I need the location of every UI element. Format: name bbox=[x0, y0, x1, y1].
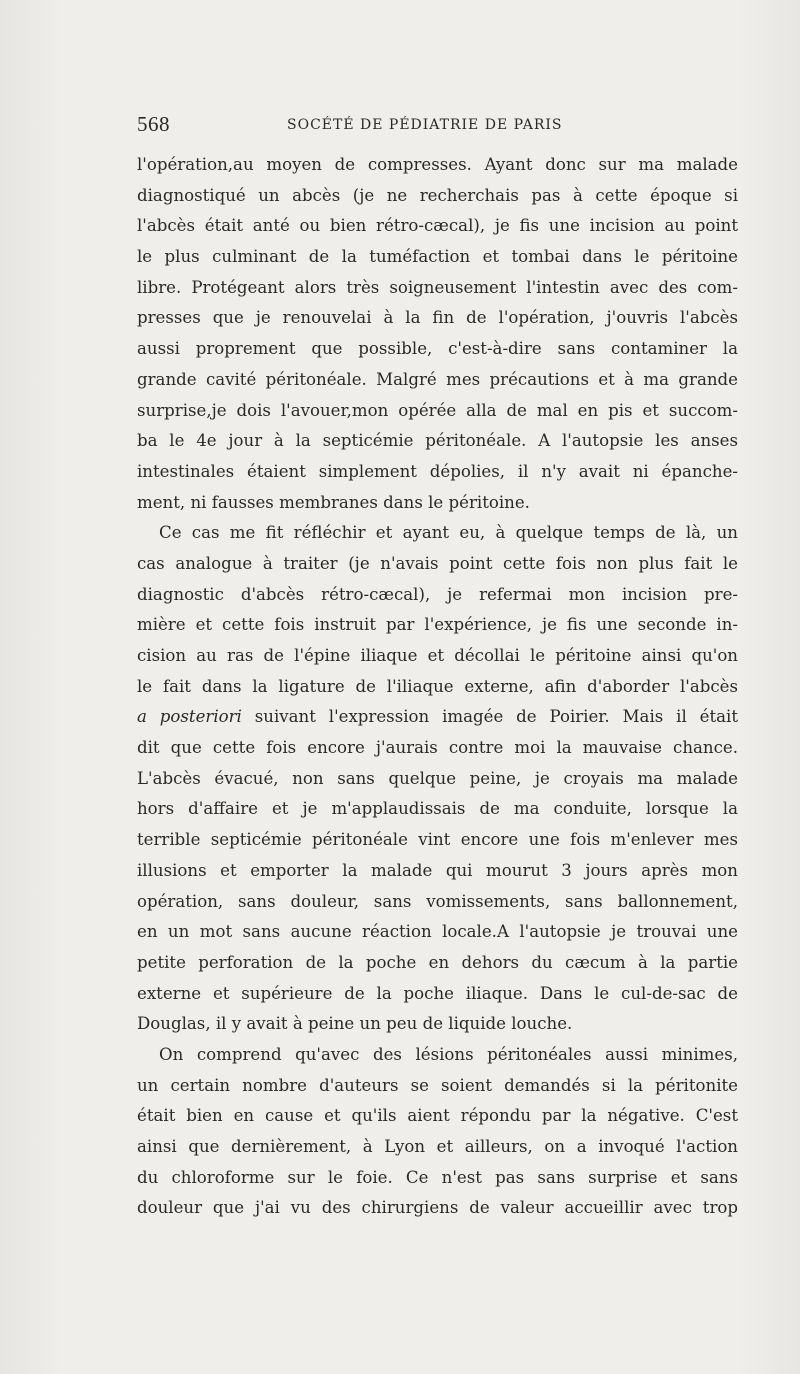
text-line: était bien en cause et qu'ils aient répondu par la négative. C'est bbox=[137, 1106, 738, 1126]
text-line: cas analogue à traiter (je n'avais point cette fois non plus fait le bbox=[137, 553, 738, 573]
text-line: ainsi que dernièrement, à Lyon et ailleurs, on a invoqué l'action bbox=[137, 1137, 738, 1156]
paragraph-start: Ce cas me fit réfléchir et ayant eu, à quelque temps de là, un bbox=[159, 523, 738, 543]
text-line: surprise,je dois l'avouer,mon opérée alla de mal en pis et succom- bbox=[137, 400, 738, 420]
text-line: ba le 4e jour à la septicémie péritonéale. A l'autopsie les anses bbox=[137, 431, 738, 451]
text-line: L'abcès évacué, non sans quelque peine, je croyais ma malade bbox=[137, 768, 738, 788]
text-line: l'opération,au moyen de compresses. Ayant donc sur ma malade bbox=[137, 155, 738, 174]
page-number: 568 bbox=[137, 112, 170, 136]
text-line: un certain nombre d'auteurs se soient demandés si la péritonite bbox=[137, 1075, 738, 1095]
text-line: presses que je renouvelai à la fin de l'opération, j'ouvris l'abcès bbox=[137, 308, 738, 328]
text-line: le fait dans la ligature de l'iliaque externe, afin d'aborder l'abcès bbox=[137, 676, 738, 696]
text-line: aussi proprement que possible, c'est-à-dire sans contaminer la bbox=[137, 339, 738, 359]
text-line: petite perforation de la poche en dehors du cæcum à la partie bbox=[137, 952, 738, 972]
paragraph-start: On comprend qu'avec des lésions péritonéales aussi minimes, bbox=[159, 1044, 738, 1064]
text-line: grande cavité péritonéale. Malgré mes précautions et à ma grande bbox=[137, 369, 738, 389]
text-line: intestinales étaient simplement dépolies, il n'y avait ni épanche- bbox=[137, 461, 738, 481]
text-line: externe et supérieure de la poche iliaque. Dans le cul-de-sac de bbox=[137, 983, 738, 1003]
running-head: SOCÉTÉ DE PÉDIATRIE DE PARIS bbox=[287, 117, 563, 133]
text-line: dit que cette fois encore j'aurais contre moi la mauvaise chance. bbox=[137, 738, 738, 758]
text-line: du chloroforme sur le foie. Ce n'est pas sans surprise et sans bbox=[137, 1167, 738, 1187]
text-line: libre. Protégeant alors très soigneusement l'intestin avec des com- bbox=[137, 277, 738, 297]
text-line: mière et cette fois instruit par l'expérience, je fis une seconde in- bbox=[137, 615, 738, 635]
text-fragment: suivant l'expression imagée de Poirier. Mais il était bbox=[254, 707, 738, 727]
text-line: diagnostic d'abcès rétro-cæcal), je refermai mon incision pre- bbox=[137, 584, 738, 604]
italic-phrase: a posteriori bbox=[137, 707, 242, 727]
text-line: diagnostiqué un abcès (je ne recherchais pas à cette époque si bbox=[137, 185, 738, 205]
page-header bbox=[137, 112, 737, 142]
text-line: douleur que j'ai vu des chirurgiens de valeur accueillir avec trop bbox=[137, 1198, 738, 1218]
text-line: cision au ras de l'épine iliaque et décollai le péritoine ainsi qu'on bbox=[137, 646, 738, 665]
text-line: l'abcès était anté ou bien rétro-cæcal), je fis une incision au point bbox=[137, 216, 738, 236]
text-line-italic bbox=[137, 702, 738, 733]
text-line: hors d'affaire et je m'applaudissais de ma conduite, lorsque la bbox=[137, 799, 738, 819]
text-line: terrible septicémie péritonéale vint encore une fois m'enlever mes bbox=[137, 830, 738, 850]
body-text bbox=[137, 150, 738, 1224]
text-line: en un mot sans aucune réaction locale.A l'autopsie je trouvai une bbox=[137, 922, 738, 942]
text-line: opération, sans douleur, sans vomissements, sans ballonnement, bbox=[137, 891, 738, 911]
text-line: le plus culminant de la tuméfaction et tombai dans le péritoine bbox=[137, 247, 738, 267]
text-line: illusions et emporter la malade qui mourut 3 jours après mon bbox=[137, 860, 738, 880]
text-line: Douglas, il y avait à peine un peu de liquide louche. bbox=[137, 1014, 573, 1034]
text-line: ment, ni fausses membranes dans le péritoine. bbox=[137, 492, 530, 512]
